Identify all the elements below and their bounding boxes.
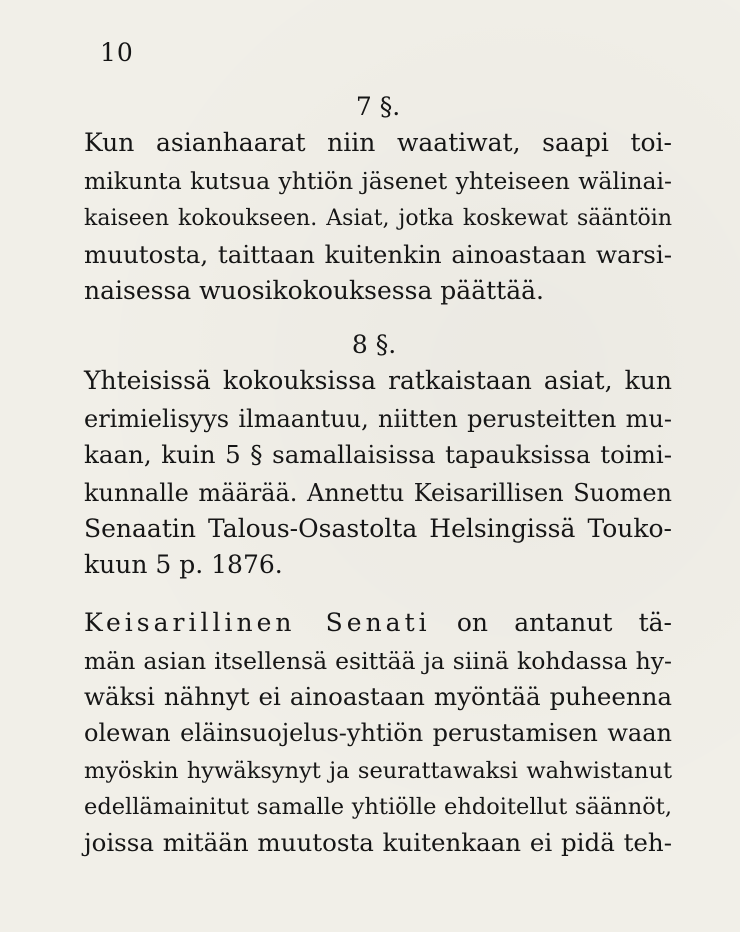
section-7-line: kaiseen kokoukseen. Asiat, jotka koskewat sääntöin <box>84 206 672 231</box>
closing-line: olewan eläinsuojelus-yhtiön perustamisen waan <box>84 719 672 747</box>
section-7-line: Kun asianhaarat niin waatiwat, saapi toi- <box>84 128 672 157</box>
senate-emphasis: Keisarillinen Senati <box>84 608 431 637</box>
section-8-line: Yhteisissä kokouksissa ratkaistaan asiat, kun <box>84 366 672 395</box>
section-8-line: kunnalle määrää. Annettu Keisarillisen Suomen <box>84 479 672 507</box>
page-number: 10 <box>100 38 134 67</box>
section-7-line: naisessa wuosikokouksessa päättää. <box>84 276 544 305</box>
closing-first-line <box>84 608 672 638</box>
closing-line: wäksi nähnyt ei ainoastaan myöntää puheenna <box>84 682 672 711</box>
section-7-line: mikunta kutsua yhtiön jäsenet yhteiseen wälinai- <box>84 167 672 195</box>
section-8-line: kuun 5 p. 1876. <box>84 550 283 579</box>
section-7-line: muutosta, taittaan kuitenkin ainoastaan warsi- <box>84 240 672 269</box>
closing-line: myöskin hywäksynyt ja seurattawaksi wahwistanut <box>84 758 672 784</box>
closing-line: män asian itsellensä esittää ja siinä kohdassa hy- <box>84 647 672 675</box>
section-7-heading: 7 §. <box>355 92 401 121</box>
closing-line: joissa mitään muutosta kuitenkaan ei pidä teh- <box>84 828 672 857</box>
closing-first-line-rest: on antanut tä- <box>456 608 672 637</box>
section-8-line: kaan, kuin 5 § samallaisissa tapauksissa toimi- <box>84 440 672 469</box>
section-8-line: erimielisyys ilmaantuu, niitten perusteitten mu- <box>84 405 672 433</box>
section-8-line: Senaatin Talous-Osastolta Helsingissä Touko- <box>84 514 672 543</box>
section-8-heading: 8 §. <box>351 330 397 359</box>
closing-line: edellämainitut samalle yhtiölle ehdoitellut säännöt, <box>84 794 672 820</box>
